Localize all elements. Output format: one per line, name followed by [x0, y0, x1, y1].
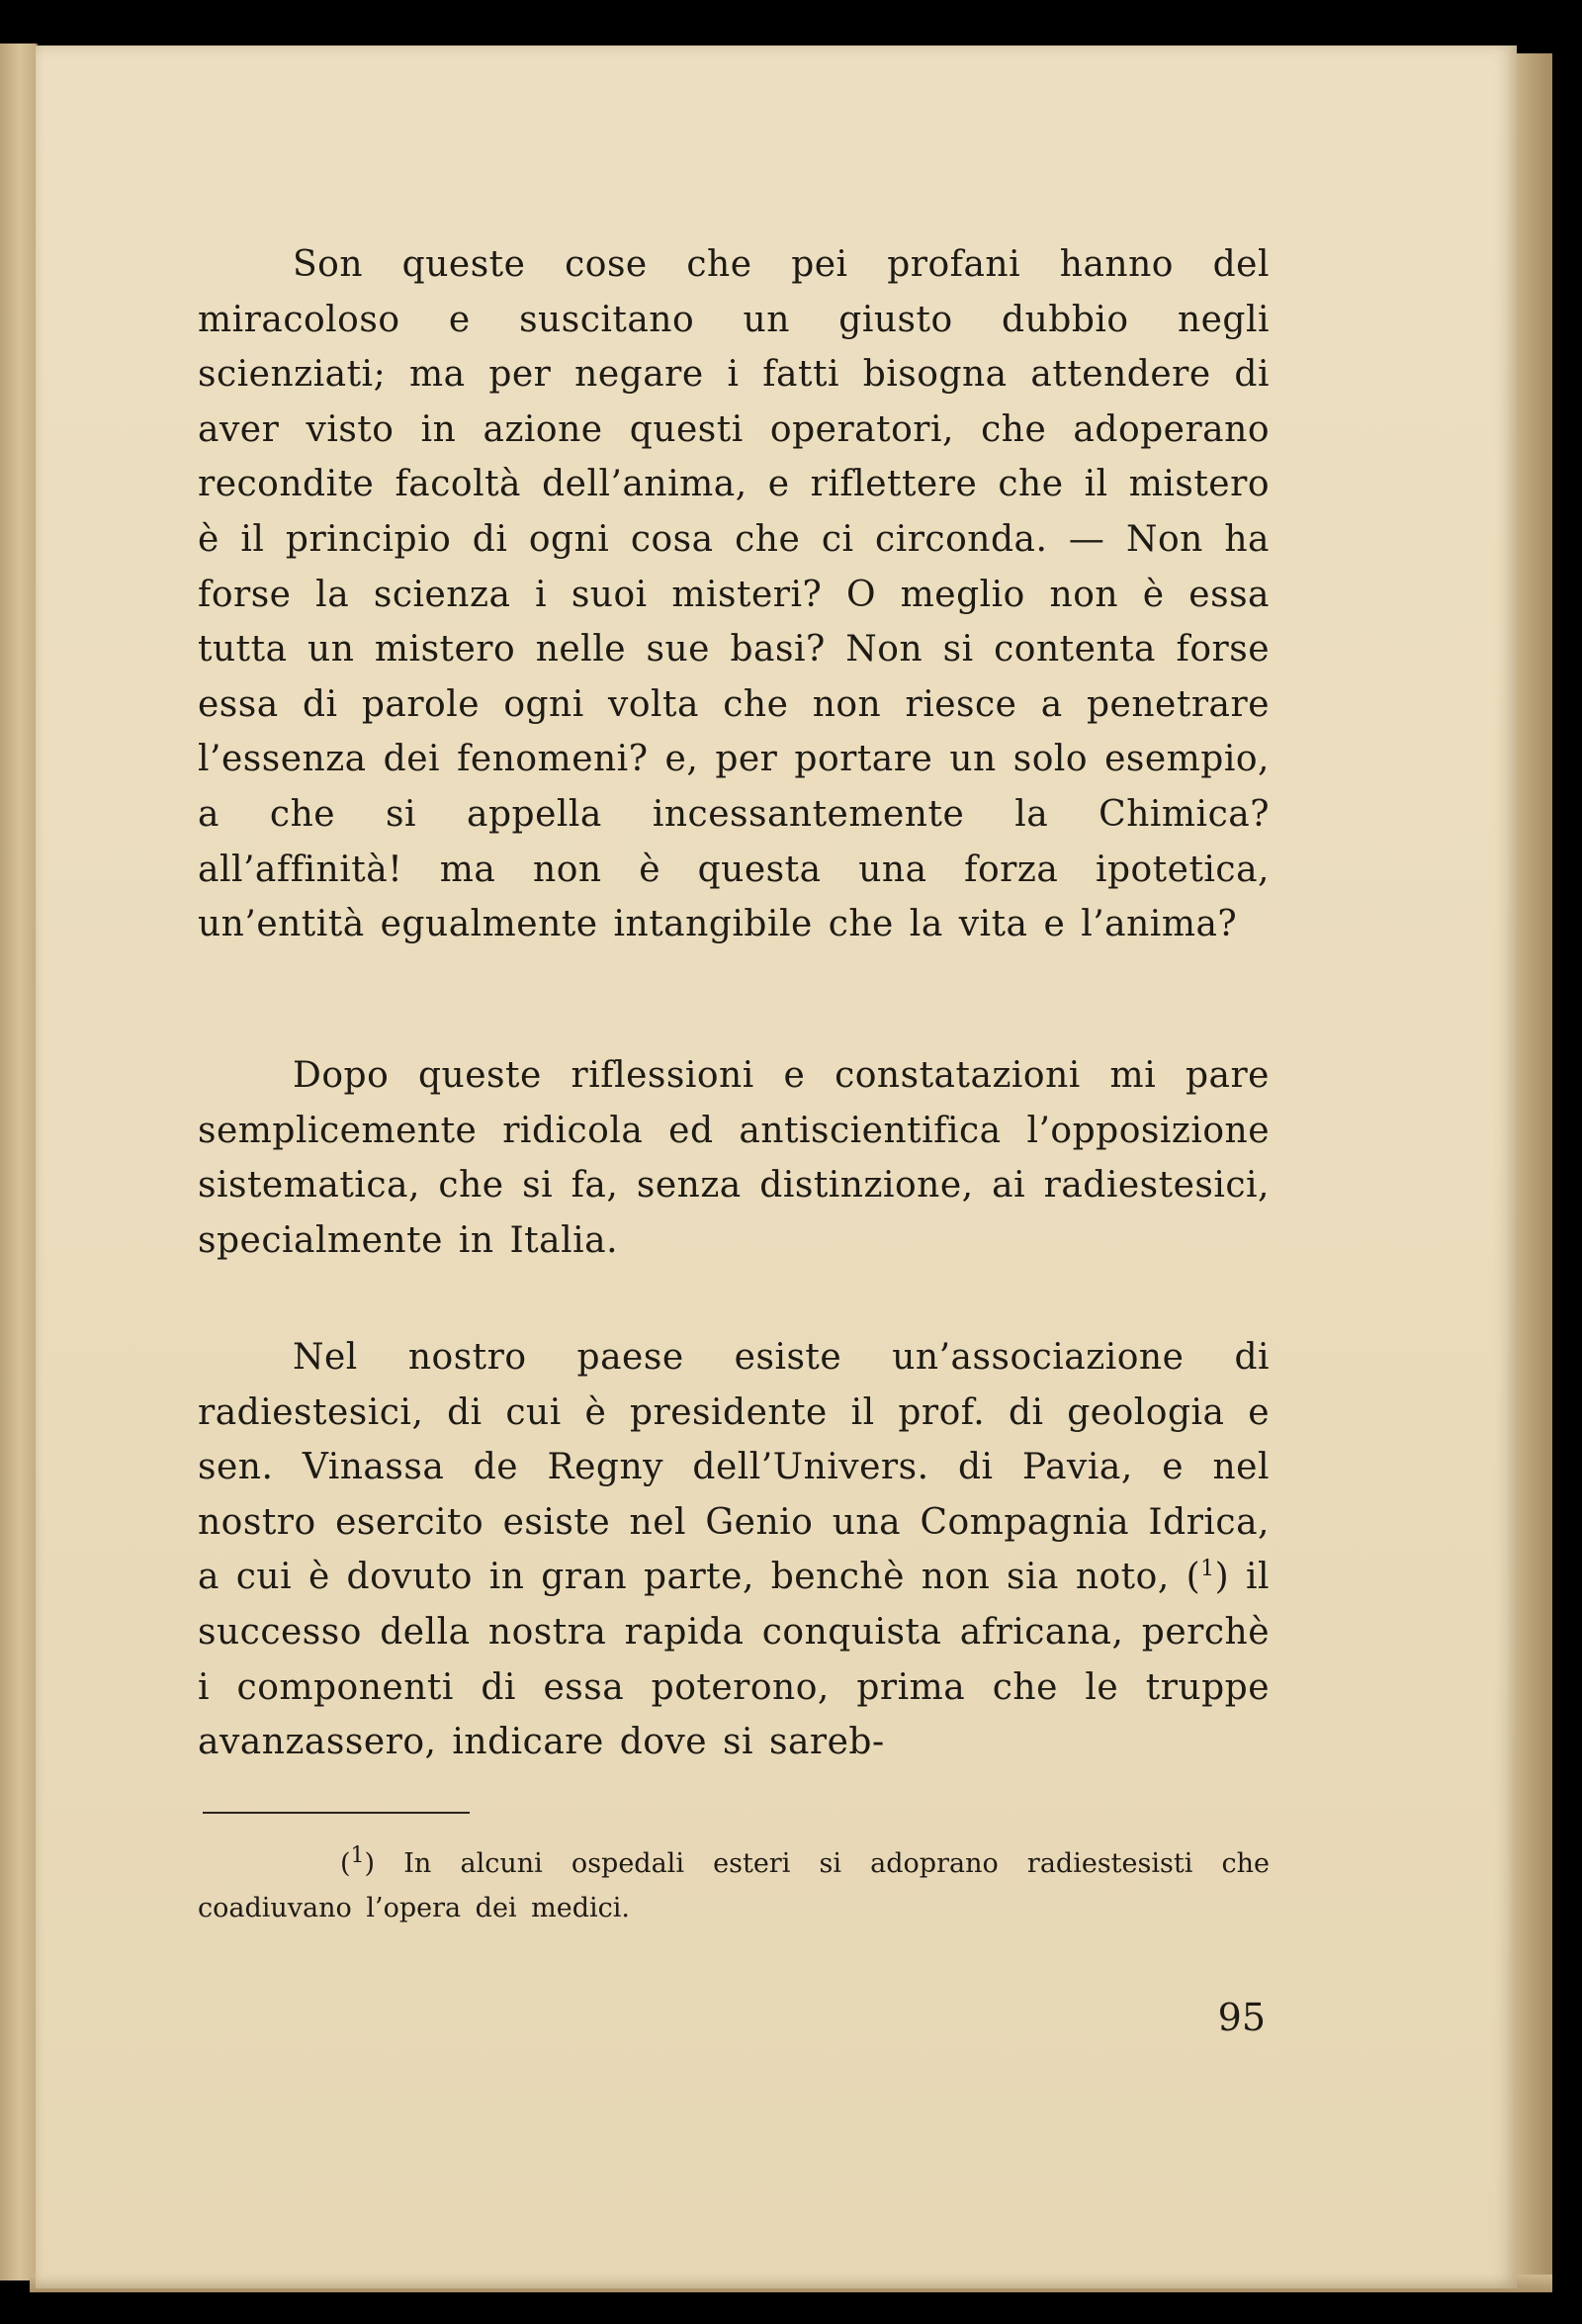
paragraph-3: [198, 1330, 1270, 1770]
page-number: 95: [1217, 1996, 1266, 2039]
footnote-marker: 1: [350, 1843, 365, 1868]
footnote-divider: [203, 1812, 470, 1814]
paragraph-2: Dopo queste riflessioni e constatazioni mi pare semplicemente ridicola ed antiscientifica l’opposizione sistematica, che si fa, senza distinzione, ai radiestesici, specialmente in Italia.: [198, 1055, 1270, 1261]
paragraph-3-text-after-note: ) il successo della nostra rapida conquista africana, perchè i componenti di essa poterono, prima che le truppe avanzassero, indicare dove si sareb-: [198, 1557, 1271, 1763]
left-page-edge: [0, 44, 38, 2280]
footnote-text: In alcuni ospedali esteri si adoprano radiestesisti che coadiuvano l’opera dei medici.: [198, 1848, 1270, 1923]
paragraph-1: Son queste cose che pei profani hanno del miracoloso e suscitano un giusto dubbio negli scienziati; ma per negare i fatti bisogna attendere di aver visto in azione questi operatori, che adoperano recondite facoltà dell’anima, e riflettere che il mistero è il principio di ogni cosa che ci circonda. — Non ha forse la scienza i suoi misteri? O meglio non è essa tutta un mistero nelle sue basi? Non si contenta forse essa di parole ogni volta che non riesce a penetrare l’essenza dei fenomeni? e, per portare un solo esempio, a che si appella incessantemente la Chimica? all’affinità! ma non è questa una forza ipotetica, un’entità egualmente intangibile che la vita e l’anima?: [198, 244, 1270, 945]
footnote: ($^1$) In alcuni ospedali esteri si adoprano radiestesisti che coadiuvano l’opera dei medici.: [198, 1843, 1270, 1923]
paragraph-3-text-before-note: Nel nostro paese esiste un’associazione di radiestesici, di cui è presidente il prof. di geologia e sen. Vinassa de Regny dell’Univers. di Pavia, e nel nostro esercito esiste nel Genio una Compagnia Idrica, a cui è dovuto in gran parte, benchè non sia noto, (: [198, 1337, 1270, 1598]
footnote-reference: 1: [1200, 1557, 1215, 1582]
book-fore-edge: [1517, 53, 1552, 2280]
